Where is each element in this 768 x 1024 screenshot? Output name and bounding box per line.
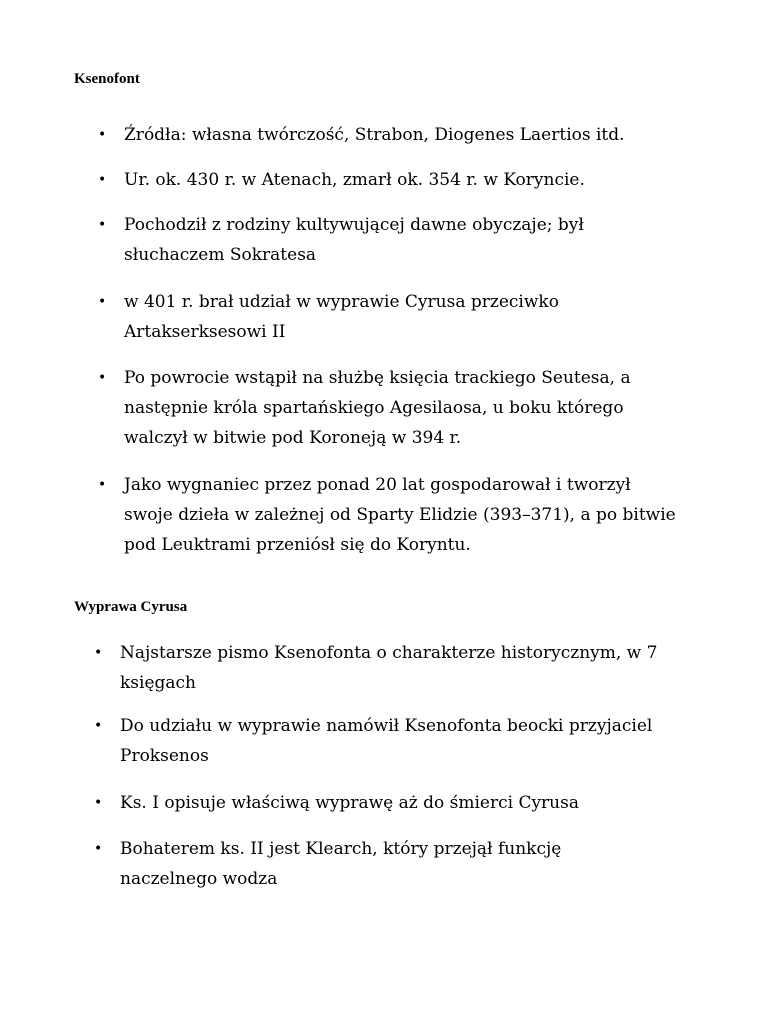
list-item (94, 788, 714, 818)
list-item-text: Ks. I opisuje właściwą wyprawę aż do śmierci Cyrusa (120, 793, 579, 813)
bullet-icon: • (94, 795, 103, 811)
list-item-text: Ur. ok. 430 r. w Atenach, zmarł ok. 354 r. w Koryncie. (124, 170, 585, 190)
bullet-icon: • (98, 477, 107, 493)
bullet-icon: • (98, 370, 107, 386)
list-item (98, 165, 698, 195)
list-item-text: Jako wygnaniec przez ponad 20 lat gospodarował i tworzył swoje dzieła w zależnej od Sparty Elidzie (393–371), a po bitwie pod Leuktrami przeniósł się do Koryntu. (124, 475, 676, 555)
list-item-text: w 401 r. brał udział w wyprawie Cyrusa przeciwko Artakserksesowi II (124, 292, 559, 342)
list-item (98, 120, 698, 150)
list-item-text: Pochodził z rodziny kultywującej dawne obyczaje; był słuchaczem Sokratesa (124, 215, 584, 265)
section-heading-ksenofont: Ksenofont (74, 71, 140, 87)
list-item-text: Do udziału w wyprawie namówił Ksenofonta beocki przyjaciel Proksenos (120, 716, 653, 766)
list-item (94, 711, 694, 771)
bullet-icon: • (94, 645, 103, 661)
bullet-icon: • (98, 217, 107, 233)
bullet-icon: • (98, 127, 107, 143)
list-item-text: Źródła: własna twórczość, Strabon, Diogenes Laertios itd. (124, 125, 625, 145)
list-item-text: Bohaterem ks. II jest Klearch, który przejął funkcję naczelnego wodza (120, 839, 562, 889)
bullet-icon: • (94, 841, 103, 857)
list-item (94, 834, 614, 894)
list-item (94, 638, 694, 698)
list-item-text: Najstarsze pismo Ksenofonta o charakterze historycznym, w 7 księgach (120, 643, 658, 693)
list-item (98, 470, 678, 560)
list-item-text: Po powrocie wstąpił na służbę księcia trackiego Seutesa, a następnie króla spartańskiego Agesilaosa, u boku którego walczył w bitwie pod Koroneją w 394 r. (124, 368, 631, 448)
list-item (98, 287, 618, 347)
bullet-icon: • (94, 718, 103, 734)
list-item (98, 210, 638, 270)
bullet-icon: • (98, 294, 107, 310)
list-item (98, 363, 678, 453)
bullet-icon: • (98, 172, 107, 188)
section-heading-wyprawa-cyrusa: Wyprawa Cyrusa (74, 599, 188, 615)
